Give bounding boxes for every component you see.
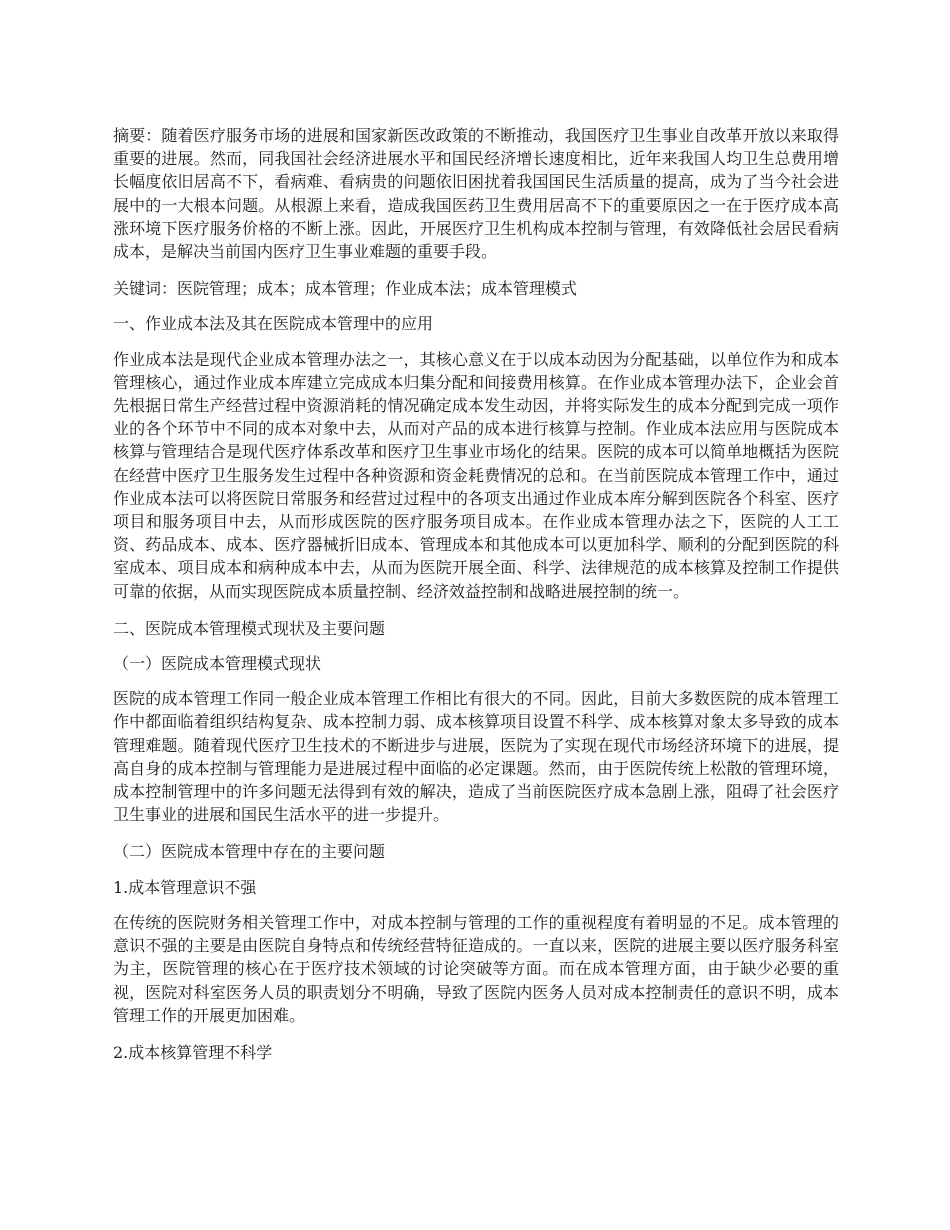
subsection-1-body: 医院的成本管理工作同一般企业成本管理工作相比有很大的不同。因此，目前大多数医院的成本管理工作中都面临着组织结构复杂、成本控制力弱、成本核算项目设置不科学、成本核算对象太多导致的成本管理难题。随着现代医疗卫生技术的不断进步与进展，医院为了实现在现代市场经济环境下的进展，提高自身的成本控制与管理能力是进展过程中面临的必定课题。然而，由于医院传统上松散的管理环境，成本控制管理中的许多问题无法得到有效的解决，造成了当前医院医疗成本急剧上涨，阻碍了社会医疗卫生事业的进展和国民生活水平的进一步提升。 xyxy=(113,689,839,825)
section-2-heading: 二、医院成本管理模式现状及主要问题 xyxy=(113,618,386,638)
item-1-body: 在传统的医院财务相关管理工作中，对成本控制与管理的工作的重视程度有着明显的不足。成本管理的意识不强的主要是由医院自身特点和传统经营特征造成的。一直以来，医院的进展主要以医疗服务科室为主，医院管理的核心在于医疗技术领域的讨论突破等方面。而在成本管理方面，由于缺少必要的重视，医院对科室医务人员的职责划分不明确，导致了医院内医务人员对成本控制责任的意识不明，成本管理工作的开展更加困难。 xyxy=(113,912,839,1025)
section-1-heading: 一、作业成本法及其在医院成本管理中的应用 xyxy=(113,314,434,334)
section-1-body: 作业成本法是现代企业成本管理办法之一，其核心意义在于以成本动因为分配基础，以单位作为和成本管理核心，通过作业成本库建立完成成本归集分配和间接费用核算。在作业成本管理办法下，企业会首先根据日常生产经营过程中资源消耗的情况确定成本发生动因，并将实际发生的成本分配到完成一项作业的各个环节中不同的成本对象中去，从而对产品的成本进行核算与控制。作业成本法应用与医院成本核算与管理结合是现代医疗体系改革和医疗卫生事业市场化的结果。医院的成本可以简单地概括为医院在经营中医疗卫生服务发生过程中各种资源和资金耗费情况的总和。在当前医院成本管理工作中，通过作业成本法可以将医院日常服务和经营过过程中的各项支出通过作业成本库分解到医院各个科室、医疗项目和服务项目中去，从而形成医院的医疗服务项目成本。在作业成本管理办法之下，医院的人工工资、药品成本、成本、医疗器械折旧成本、管理成本和其他成本可以更加科学、顺利的分配到医院的科室成本、项目成本和病种成本中去，从而为医院开展全面、科学、法律规范的成本核算及控制工作提供可靠的依据，从而实现医院成本质量控制、经济效益控制和战略进展控制的统一。 xyxy=(113,349,839,601)
abstract-paragraph: 摘要：随着医疗服务市场的进展和国家新医改政策的不断推动，我国医疗卫生事业自改革开放以来取得重要的进展。然而，同我国社会经济进展水平和国民经济增长速度相比，近年来我国人均卫生总费用增长幅度依旧居高不下，看病难、看病贵的问题依旧困扰着我国国民生活质量的提高，成为了当今社会进展中的一大根本问题。从根源上来看，造成我国医药卫生费用居高不下的重要原因之一在于医疗成本高涨环境下医疗服务价格的不断上涨。因此，开展医疗卫生机构成本控制与管理，有效降低社会居民看病成本，是解决当前国内医疗卫生事业难题的重要手段。 xyxy=(113,126,839,262)
subsection-1-heading: （一）医院成本管理模式现状 xyxy=(113,654,322,674)
document-page xyxy=(113,124,839,1076)
subsection-2-heading: （二）医院成本管理中存在的主要问题 xyxy=(113,842,386,862)
item-2-heading: 2.成本核算管理不科学 xyxy=(113,1042,273,1062)
item-1-heading: 1.成本管理意识不强 xyxy=(113,877,257,897)
keywords-line: 关键词：医院管理；成本；成本管理；作业成本法；成本管理模式 xyxy=(113,279,578,299)
